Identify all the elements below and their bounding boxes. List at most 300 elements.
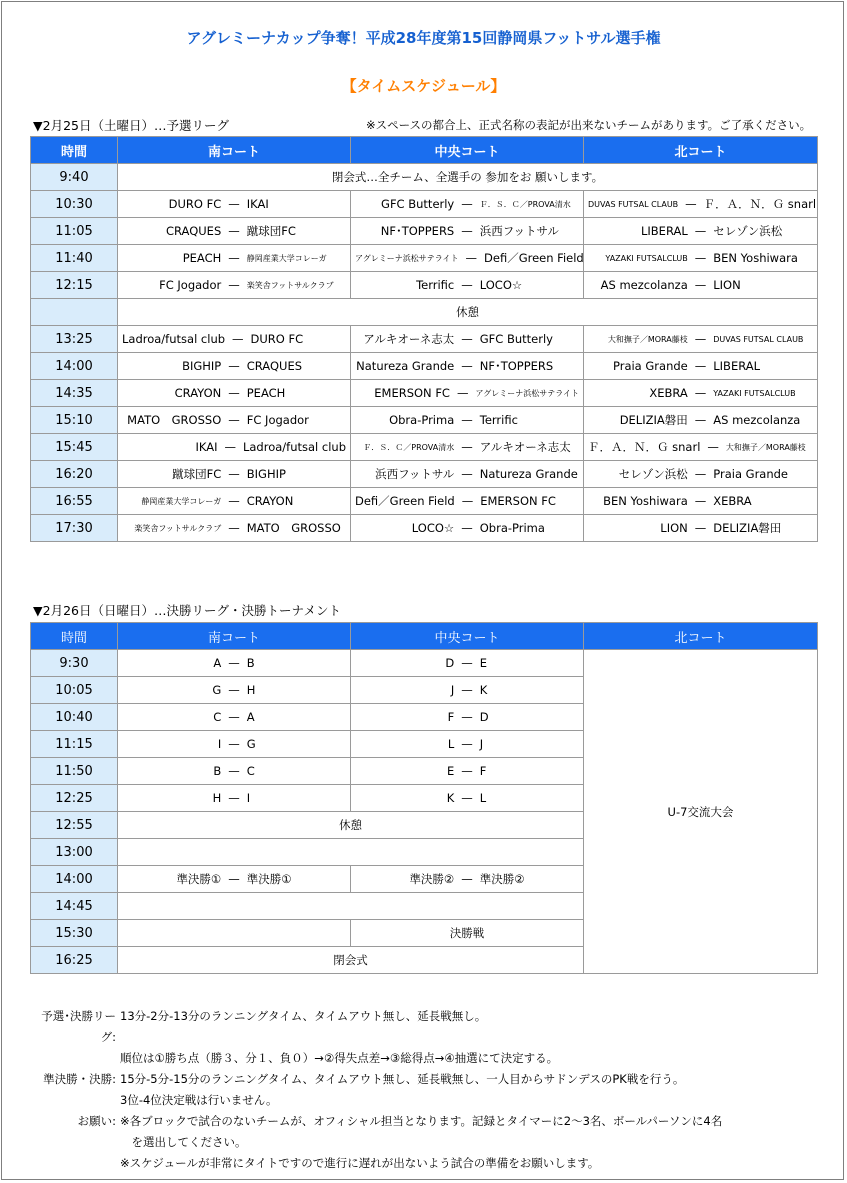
rule-label: 予選･決勝リーグ:	[41, 1009, 116, 1044]
match-cell	[118, 245, 351, 272]
day1-heading: ▼2月25日（土曜日）…予選リーグ	[33, 118, 229, 133]
table-row	[31, 218, 818, 245]
header-center-court: 中央コート	[351, 623, 584, 650]
match-cell	[584, 380, 818, 407]
match	[355, 764, 579, 778]
match	[355, 358, 579, 374]
match-cell	[118, 515, 351, 542]
home-team: L	[447, 737, 455, 751]
match	[122, 223, 346, 239]
home-team: CRAYON	[174, 386, 222, 400]
table-row	[31, 353, 818, 380]
rule-line	[28, 1111, 722, 1132]
vs-dash: —	[461, 359, 473, 373]
header-time: 時間	[31, 137, 118, 164]
home-team: LION	[660, 521, 688, 535]
match-cell	[118, 218, 351, 245]
vs-dash: —	[694, 413, 707, 427]
vs-dash: —	[228, 251, 240, 265]
rule-text: 15分-5分-15分のランニングタイム、タイムアウト無し、延長戦無し、一人目からサドンデスのPK戦を行う。	[120, 1072, 685, 1086]
match	[588, 251, 813, 265]
away-team: AS mezcolanza	[713, 413, 801, 427]
away-team: DURO FC	[250, 332, 304, 346]
away-team: YAZAKI FUTSALCLUB	[713, 388, 796, 398]
home-team: BEN Yoshiwara	[603, 494, 688, 508]
rule-line	[28, 1069, 722, 1090]
match	[355, 710, 579, 724]
home-team: LOCO☆	[411, 521, 455, 535]
home-team: EMERSON FC	[374, 386, 450, 400]
match-cell	[118, 758, 351, 785]
match-cell	[351, 704, 584, 731]
home-team: Ｆ．Ａ．Ｎ．Ｇ snarl	[588, 440, 701, 454]
vs-dash: —	[694, 386, 707, 400]
table-row	[31, 164, 818, 191]
match-cell	[351, 488, 584, 515]
away-team: DELIZIA磐田	[713, 521, 782, 535]
match-cell	[351, 731, 584, 758]
vs-dash: —	[707, 440, 719, 454]
vs-dash: —	[228, 413, 240, 427]
table-row	[31, 407, 818, 434]
match	[122, 494, 346, 508]
away-team: アグレミーナ浜松サテライト	[475, 388, 579, 398]
match-cell	[351, 353, 584, 380]
match	[588, 386, 813, 400]
match-cell	[351, 677, 584, 704]
time-cell: 12:25	[31, 785, 118, 812]
rule-line	[28, 1006, 722, 1048]
home-team: XEBRA	[649, 386, 688, 400]
match-cell	[118, 731, 351, 758]
away-team: BIGHIP	[246, 467, 286, 481]
day1-schedule-table	[30, 136, 818, 542]
home-team: 静岡産業大学コレーガ	[141, 496, 222, 506]
match	[588, 196, 817, 212]
match-cell	[351, 380, 584, 407]
time-cell: 14:00	[31, 866, 118, 893]
away-team: Obra-Prima	[479, 521, 545, 535]
home-team: 楽笑舎フットサルクラブ	[134, 523, 222, 533]
match-cell	[118, 461, 351, 488]
vs-dash: —	[228, 737, 240, 751]
rule-text: 3位-4位決定戦は行いません。	[120, 1093, 278, 1107]
opening-ceremony-cell: 閉会式…全チーム、全選手の 参加をお 願いします。	[118, 164, 818, 191]
home-team: J	[450, 683, 455, 697]
day2-schedule-table	[30, 622, 818, 974]
time-cell: 16:55	[31, 488, 118, 515]
vs-dash: —	[228, 656, 240, 670]
match-cell	[584, 245, 818, 272]
vs-dash: —	[228, 224, 240, 238]
away-team: PEACH	[246, 386, 286, 400]
home-team: Natureza Grande	[356, 359, 455, 373]
rule-text: 13分-2分-13分のランニングタイム、タイムアウト無し、延長戦無し。	[120, 1009, 487, 1023]
table-row	[31, 434, 818, 461]
away-team: CRAYON	[246, 494, 294, 508]
match-cell	[118, 704, 351, 731]
table-row	[31, 380, 818, 407]
vs-dash: —	[461, 467, 473, 481]
away-team: Natureza Grande	[479, 467, 578, 481]
match	[355, 223, 579, 239]
home-team: FC Jogador	[159, 278, 222, 292]
vs-dash: —	[694, 251, 707, 265]
home-team: H	[212, 791, 222, 805]
match-cell	[118, 353, 351, 380]
match	[122, 791, 346, 805]
rule-text: ※スケジュールが非常にタイトですので進行に遅れが出ないよう試合の準備をお願いします。	[120, 1156, 600, 1170]
match-cell	[351, 272, 584, 299]
match	[355, 791, 579, 805]
rule-label: お願い:	[77, 1114, 116, 1128]
away-team: 蹴球団FC	[246, 224, 296, 238]
time-cell: 14:35	[31, 380, 118, 407]
match	[355, 871, 579, 887]
header-south-court: 南コート	[118, 623, 351, 650]
table-header-row	[31, 623, 818, 650]
away-team: E	[479, 656, 488, 670]
rule-label	[28, 1048, 116, 1069]
vs-dash: —	[461, 224, 473, 238]
vs-dash: —	[461, 413, 473, 427]
match-cell	[351, 245, 584, 272]
away-team: L	[479, 791, 487, 805]
home-team: MATO GROSSO	[127, 413, 222, 427]
home-team: アルキオーネ志太	[363, 332, 455, 346]
time-cell: 11:50	[31, 758, 118, 785]
table-row	[31, 515, 818, 542]
match	[122, 386, 346, 400]
rule-text: ※各ブロックで試合のないチームが、オフィシャル担当となります。記録とタイマーに2～3名、ボールパーソンに4名	[120, 1114, 723, 1128]
vs-dash: —	[228, 683, 240, 697]
vs-dash: —	[228, 521, 240, 535]
match-cell	[118, 191, 351, 218]
time-cell: 14:45	[31, 893, 118, 920]
away-team: F	[479, 764, 487, 778]
away-team: G	[246, 737, 256, 751]
vs-dash: —	[228, 494, 240, 508]
time-cell: 9:40	[31, 164, 118, 191]
away-team: FC Jogador	[246, 413, 309, 427]
match	[355, 439, 579, 455]
table-row	[31, 299, 818, 326]
match-cell	[351, 650, 584, 677]
home-team: K	[446, 791, 455, 805]
vs-dash: —	[694, 467, 707, 481]
match	[122, 520, 346, 536]
home-team: DURO FC	[168, 197, 222, 211]
match	[355, 278, 579, 292]
match-cell	[118, 677, 351, 704]
match-cell	[351, 218, 584, 245]
away-team: MATO GROSSO	[246, 521, 341, 535]
match	[355, 521, 579, 535]
vs-dash: —	[228, 386, 240, 400]
away-team: BEN Yoshiwara	[713, 251, 798, 265]
match-cell	[118, 866, 351, 893]
match	[122, 359, 346, 373]
rules-section	[28, 1006, 722, 1174]
match-cell	[351, 434, 584, 461]
vs-dash: —	[456, 386, 469, 400]
vs-dash: —	[228, 278, 240, 292]
match	[588, 412, 813, 428]
away-team: アルキオーネ志太	[479, 440, 571, 454]
final-cell: 決勝戦	[351, 920, 584, 947]
home-team: DELIZIA磐田	[619, 413, 688, 427]
home-team: YAZAKI FUTSALCLUB	[605, 253, 688, 263]
vs-dash: —	[685, 197, 697, 211]
match	[355, 737, 579, 751]
away-team: 準決勝②	[479, 872, 525, 886]
table-row	[31, 272, 818, 299]
home-team: Defi／Green Field	[355, 494, 455, 508]
table-row	[31, 461, 818, 488]
match-cell	[118, 488, 351, 515]
table-row	[31, 191, 818, 218]
vs-dash: —	[228, 764, 240, 778]
time-cell: 13:25	[31, 326, 118, 353]
vs-dash: —	[461, 683, 473, 697]
home-team: DUVAS FUTSAL CLAUB	[588, 199, 679, 209]
home-team: A	[213, 656, 222, 670]
home-team: 浜西フットサル	[375, 467, 455, 481]
away-team: H	[246, 683, 256, 697]
away-team: Ladroa/futsal club	[242, 440, 346, 454]
match-cell	[584, 434, 818, 461]
home-team: I	[217, 737, 222, 751]
page-subtitle: 【タイムスケジュール】	[341, 77, 506, 95]
away-team: K	[479, 683, 488, 697]
match-cell	[351, 515, 584, 542]
empty-cell	[118, 839, 584, 866]
match-cell	[351, 326, 584, 353]
home-team: 蹴球団FC	[172, 467, 222, 481]
match	[122, 278, 346, 292]
home-team: F	[447, 710, 455, 724]
away-team: LION	[713, 278, 741, 292]
match-cell	[584, 218, 818, 245]
away-team: EMERSON FC	[480, 494, 556, 508]
vs-dash: —	[224, 440, 236, 454]
match-cell	[351, 407, 584, 434]
time-cell: 16:20	[31, 461, 118, 488]
home-team: セレゾン浜松	[618, 467, 688, 481]
home-team: GFC Butterly	[381, 197, 455, 211]
page-title: アグレミーナカップ争奪！平成28年度第15回静岡県フットサル選手権	[186, 29, 661, 47]
vs-dash: —	[228, 359, 240, 373]
time-cell: 11:15	[31, 731, 118, 758]
match-cell	[118, 650, 351, 677]
match-cell	[118, 785, 351, 812]
vs-dash: —	[694, 224, 707, 238]
match	[122, 412, 346, 428]
home-team: アグレミーナ浜松サテライト	[355, 253, 459, 263]
match	[355, 331, 579, 347]
home-team: B	[213, 764, 222, 778]
home-team: Terrific	[416, 278, 455, 292]
match	[122, 251, 346, 265]
home-team: 準決勝②	[409, 872, 455, 886]
table-row	[31, 245, 818, 272]
closing-ceremony-cell: 閉会式	[118, 947, 584, 974]
away-team: C	[246, 764, 255, 778]
rule-text: を選出してください。	[120, 1135, 247, 1149]
rule-line	[28, 1048, 722, 1069]
header-south-court: 南コート	[118, 137, 351, 164]
break-cell: 休憩	[118, 812, 584, 839]
match-cell	[351, 191, 584, 218]
away-team: LOCO☆	[479, 278, 523, 292]
away-team: LIBERAL	[713, 359, 761, 373]
match	[355, 466, 579, 482]
match-cell	[118, 407, 351, 434]
time-cell: 12:55	[31, 812, 118, 839]
match	[122, 332, 346, 346]
time-cell: 15:45	[31, 434, 118, 461]
home-team: D	[445, 656, 455, 670]
vs-dash: —	[228, 467, 240, 481]
match	[355, 197, 579, 211]
match	[355, 683, 579, 697]
away-team: CRAQUES	[246, 359, 303, 373]
time-cell: 12:15	[31, 272, 118, 299]
match-cell	[584, 326, 818, 353]
away-team: 準決勝①	[246, 872, 292, 886]
home-team: PEACH	[182, 251, 222, 265]
away-team: 浜西フットサル	[479, 224, 559, 238]
match	[588, 494, 813, 508]
match-cell	[584, 488, 818, 515]
time-cell: 10:40	[31, 704, 118, 731]
vs-dash: —	[228, 197, 240, 211]
home-team: CRAQUES	[165, 224, 222, 238]
home-team: Praia Grande	[612, 359, 688, 373]
away-team: B	[246, 656, 255, 670]
empty-cell	[118, 893, 584, 920]
vs-dash: —	[694, 521, 707, 535]
away-team: セレゾン浜松	[713, 224, 783, 238]
away-team: Ｆ．Ｓ．Ｃ／PROVA清水	[479, 199, 571, 209]
vs-dash: —	[461, 278, 473, 292]
match	[122, 871, 346, 887]
empty-cell	[118, 920, 351, 947]
day1-notice: ※スペースの都合上、正式名称の表記が出来ないチームがあります。ご了承ください。	[366, 118, 812, 132]
match-cell	[118, 380, 351, 407]
vs-dash: —	[461, 494, 474, 508]
home-team: Ladroa/futsal club	[122, 332, 226, 346]
vs-dash: —	[228, 791, 240, 805]
header-time: 時間	[31, 623, 118, 650]
time-cell: 11:05	[31, 218, 118, 245]
vs-dash: —	[461, 791, 473, 805]
match-cell	[584, 353, 818, 380]
vs-dash: —	[461, 332, 473, 346]
match	[122, 440, 346, 454]
home-team: LIBERAL	[640, 224, 688, 238]
time-cell: 15:10	[31, 407, 118, 434]
home-team: Obra-Prima	[389, 413, 455, 427]
home-team: IKAI	[195, 440, 218, 454]
home-team: G	[212, 683, 222, 697]
match	[588, 439, 813, 455]
away-team: 大和撫子／MORA藤枝	[725, 442, 806, 452]
match	[122, 466, 346, 482]
time-cell: 11:40	[31, 245, 118, 272]
match	[588, 332, 813, 346]
away-team: 楽笑舎フットサルクラブ	[246, 280, 334, 290]
match-cell	[118, 326, 351, 353]
time-cell: 13:00	[31, 839, 118, 866]
rule-label	[28, 1132, 116, 1153]
away-team: IKAI	[246, 197, 269, 211]
match	[355, 493, 579, 509]
vs-dash: —	[232, 332, 244, 346]
away-team: Praia Grande	[713, 467, 789, 481]
vs-dash: —	[694, 332, 707, 346]
vs-dash: —	[461, 440, 473, 454]
vs-dash: —	[461, 656, 473, 670]
table-header-row	[31, 137, 818, 164]
away-team: Ｆ．Ａ．Ｎ．Ｇ snarl	[703, 197, 817, 211]
rule-label	[28, 1153, 116, 1174]
vs-dash: —	[461, 521, 473, 535]
vs-dash: —	[694, 278, 707, 292]
header-center-court: 中央コート	[351, 137, 584, 164]
match-cell	[584, 272, 818, 299]
match	[355, 386, 579, 400]
match	[588, 278, 813, 292]
home-team: E	[446, 764, 455, 778]
match-cell	[584, 515, 818, 542]
time-cell: 9:30	[31, 650, 118, 677]
vs-dash: —	[461, 197, 473, 211]
match	[122, 197, 346, 211]
away-team: A	[246, 710, 255, 724]
table-row	[31, 326, 818, 353]
rule-line	[28, 1132, 722, 1153]
vs-dash: —	[694, 359, 707, 373]
header-north-court: 北コート	[584, 137, 818, 164]
day2-heading: ▼2月26日（日曜日）…決勝リーグ・決勝トーナメント	[33, 603, 341, 618]
rule-line	[28, 1153, 722, 1174]
home-team: NF･TOPPERS	[380, 224, 455, 238]
away-team: D	[479, 710, 489, 724]
match	[122, 737, 346, 751]
home-team: Ｆ．Ｓ．Ｃ／PROVA清水	[363, 442, 455, 452]
time-cell	[31, 299, 118, 326]
match-cell	[351, 461, 584, 488]
away-team: J	[479, 737, 484, 751]
time-cell: 16:25	[31, 947, 118, 974]
north-court-event: U-7交流大会	[584, 650, 818, 974]
vs-dash: —	[461, 764, 473, 778]
match	[355, 413, 579, 427]
away-team: DUVAS FUTSAL CLAUB	[713, 334, 804, 344]
match-cell	[584, 407, 818, 434]
time-cell: 15:30	[31, 920, 118, 947]
match-cell	[584, 461, 818, 488]
rule-line	[28, 1090, 722, 1111]
match	[355, 250, 584, 266]
vs-dash: —	[228, 710, 240, 724]
match	[122, 710, 346, 724]
time-cell: 10:05	[31, 677, 118, 704]
break-cell: 休憩	[118, 299, 818, 326]
vs-dash: —	[228, 872, 240, 886]
match-cell	[351, 866, 584, 893]
